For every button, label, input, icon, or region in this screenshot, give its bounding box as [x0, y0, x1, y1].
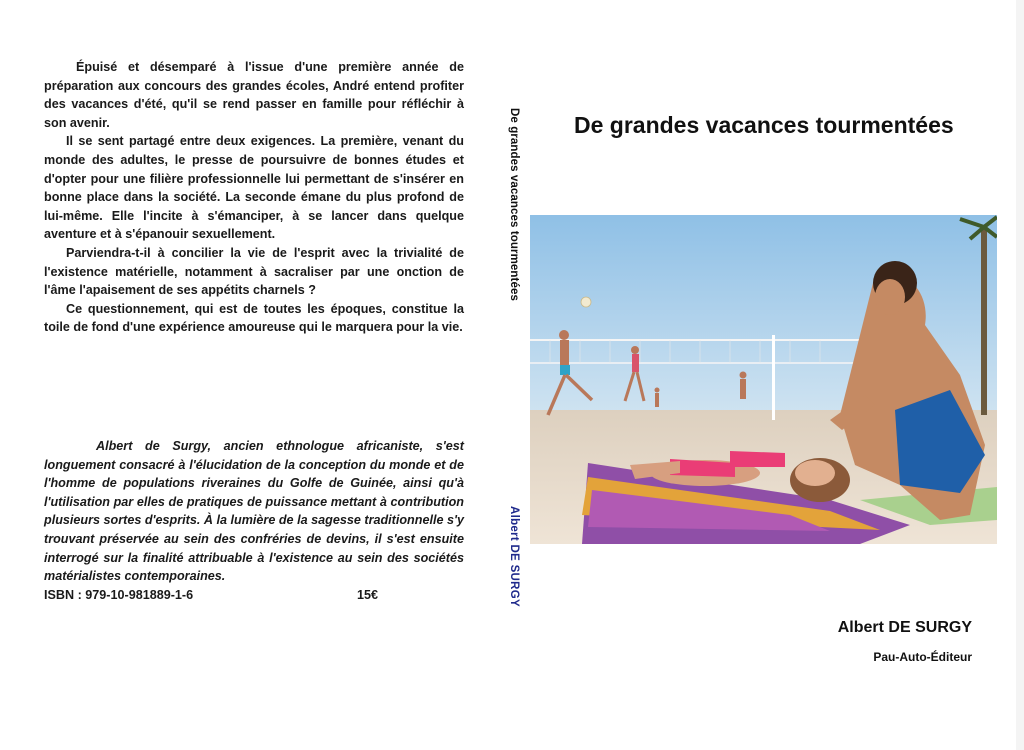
beach-scene-illustration [530, 215, 997, 544]
price: 15€ [357, 588, 379, 602]
synopsis-paragraph: Il se sent partagé entre deux exigences. La première, venant du monde des adultes, le presse de poursuivre de bonnes études et d'opter pour une filière professionnelle lui permettant de s'insérer en bonne place dans la société. La seconde émane du plus profond de lui-même. Elle l'incite à s'émanciper, à se lancer dans quelque aventure et à s'épanouir sexuellement. [44, 134, 464, 242]
synopsis-paragraph: Épuisé et désemparé à l'issue d'une première année de préparation aux concours des grandes écoles, André entend profiter des vacances d'été, qu'il se rend passer en famille pour réfléchir à son avenir. [44, 60, 464, 130]
spine-title: De grandes vacances tourmentées [508, 108, 520, 301]
page-edge [1016, 0, 1024, 750]
synopsis-paragraph: Ce questionnement, qui est de toutes les époques, constitue la toile de fond d'une expérience amoureuse qui le marquera pour la vie. [44, 301, 464, 335]
back-cover [44, 58, 464, 337]
synopsis-paragraph: Parviendra-t-il à concilier la vie de l'esprit avec la trivialité de l'existence matérielle, notamment à sacraliser par une onction de l'âme l'apaisement de ses appétits charnels ? [44, 245, 464, 298]
synopsis [44, 58, 464, 337]
cover-title: De grandes vacances tourmentées [574, 112, 954, 138]
isbn-price-row [44, 588, 464, 606]
isbn: ISBN : 979-10-981889-1-6 [44, 588, 194, 602]
spine-author: Albert DE SURGY [508, 506, 520, 607]
cover-author: Albert DE SURGY [837, 619, 972, 636]
cover-photo [530, 215, 997, 544]
cover-publisher: Pau-Auto-Éditeur [873, 650, 972, 664]
author-bio: Albert de Surgy, ancien ethnologue africaniste, s'est longuement consacré à l'élucidation de la conception du monde et de l'homme de populations riveraines du Golfe de Guinée, ainsi qu'à l'utilisation par elles de pratiques de puissance mettant à contribution plusieurs sortes d'esprits. À la lumière de la sagesse traditionnelle s'y trouvant préservée au sein des confréries de devins, il s'est ensuite interrogé sur la finalité attribuable à l'existence au sein des sociétés matérialistes contemporaines. [44, 439, 464, 584]
volleyball-icon [581, 297, 591, 307]
